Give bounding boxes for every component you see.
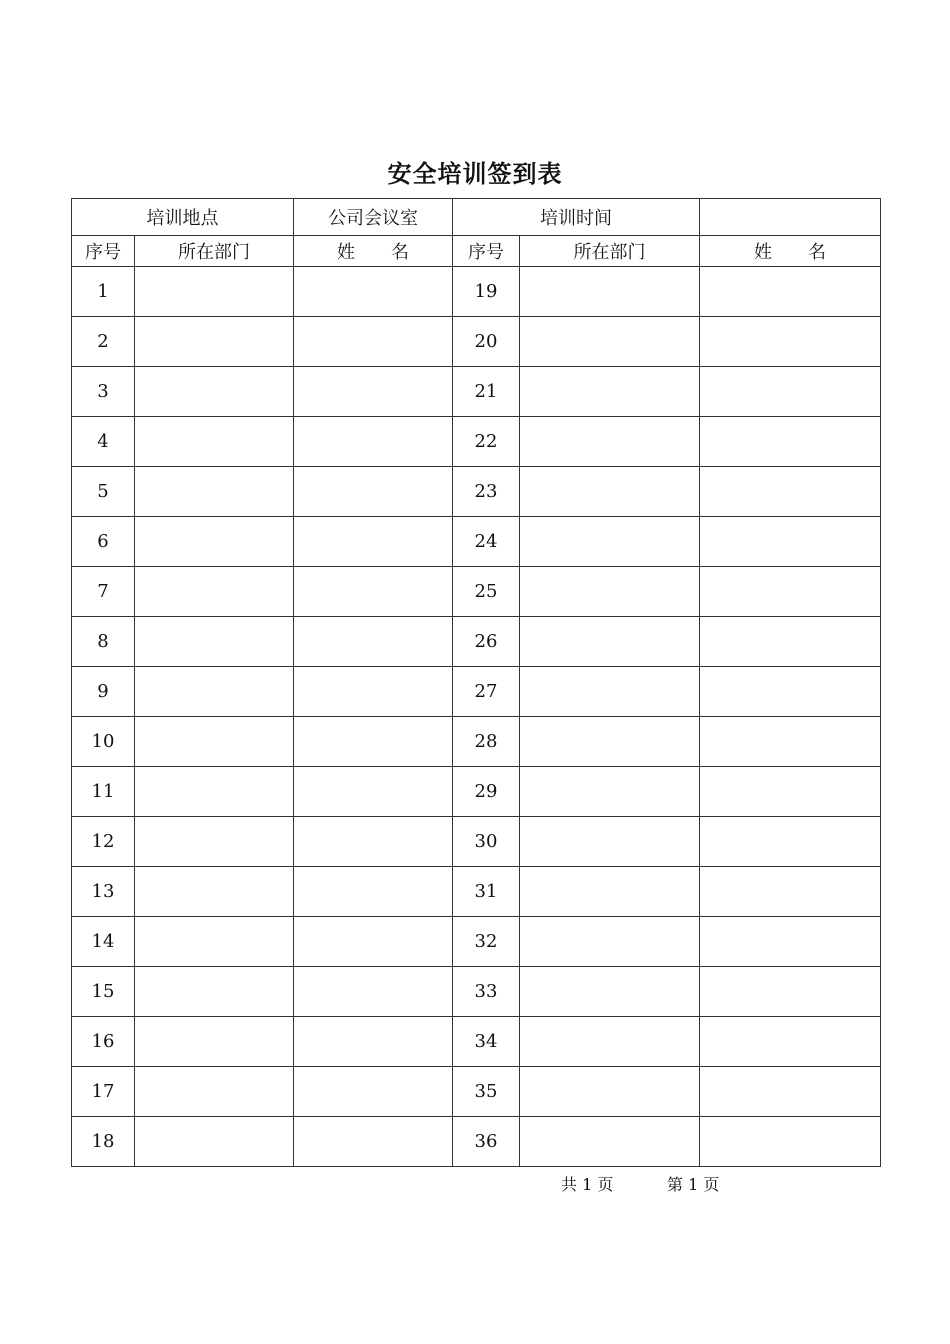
table-row bbox=[72, 1067, 881, 1117]
dept-right-cell[interactable] bbox=[520, 1017, 700, 1067]
name-right-cell[interactable] bbox=[700, 917, 881, 967]
name-right-cell[interactable] bbox=[700, 967, 881, 1017]
dept-right-cell[interactable] bbox=[520, 967, 700, 1017]
seq-left-cell: 8 bbox=[72, 617, 135, 667]
name-left-cell[interactable] bbox=[294, 967, 453, 1017]
name-right-cell[interactable] bbox=[700, 817, 881, 867]
seq-right-cell: 36 bbox=[453, 1117, 520, 1167]
header-dept-right: 所在部门 bbox=[520, 236, 700, 267]
name-right-cell[interactable] bbox=[700, 717, 881, 767]
seq-right-cell: 20 bbox=[453, 317, 520, 367]
seq-right-cell: 23 bbox=[453, 467, 520, 517]
name-right-cell[interactable] bbox=[700, 367, 881, 417]
name-left-cell[interactable] bbox=[294, 817, 453, 867]
name-left-cell[interactable] bbox=[294, 1017, 453, 1067]
name-left-cell[interactable] bbox=[294, 867, 453, 917]
header-name-right: 姓 名 bbox=[700, 236, 881, 267]
seq-left-cell: 6 bbox=[72, 517, 135, 567]
name-left-cell[interactable] bbox=[294, 467, 453, 517]
dept-left-cell[interactable] bbox=[135, 567, 294, 617]
seq-right-cell: 31 bbox=[453, 867, 520, 917]
seq-left-cell: 3 bbox=[72, 367, 135, 417]
seq-right-cell: 19 bbox=[453, 267, 520, 317]
name-right-cell[interactable] bbox=[700, 617, 881, 667]
seq-left-cell: 14 bbox=[72, 917, 135, 967]
name-left-cell[interactable] bbox=[294, 517, 453, 567]
dept-right-cell[interactable] bbox=[520, 367, 700, 417]
seq-left-cell: 18 bbox=[72, 1117, 135, 1167]
name-left-cell[interactable] bbox=[294, 667, 453, 717]
seq-right-cell: 21 bbox=[453, 367, 520, 417]
dept-left-cell[interactable] bbox=[135, 667, 294, 717]
dept-right-cell[interactable] bbox=[520, 267, 700, 317]
current-page: 第 1 页 bbox=[667, 1175, 720, 1194]
name-right-cell[interactable] bbox=[700, 1067, 881, 1117]
name-left-cell[interactable] bbox=[294, 1117, 453, 1167]
location-value[interactable]: 公司会议室 bbox=[294, 199, 453, 236]
table-row bbox=[72, 667, 881, 717]
dept-left-cell[interactable] bbox=[135, 717, 294, 767]
dept-left-cell[interactable] bbox=[135, 467, 294, 517]
info-row bbox=[72, 199, 881, 236]
name-right-cell[interactable] bbox=[700, 467, 881, 517]
name-left-cell[interactable] bbox=[294, 617, 453, 667]
seq-left-cell: 13 bbox=[72, 867, 135, 917]
seq-right-cell: 33 bbox=[453, 967, 520, 1017]
seq-left-cell: 1 bbox=[72, 267, 135, 317]
dept-left-cell[interactable] bbox=[135, 1117, 294, 1167]
name-right-cell[interactable] bbox=[700, 417, 881, 467]
name-left-cell[interactable] bbox=[294, 267, 453, 317]
time-label: 培训时间 bbox=[453, 199, 700, 236]
dept-right-cell[interactable] bbox=[520, 1067, 700, 1117]
dept-right-cell[interactable] bbox=[520, 567, 700, 617]
table-row bbox=[72, 617, 881, 667]
name-right-cell[interactable] bbox=[700, 1117, 881, 1167]
table-row bbox=[72, 417, 881, 467]
name-left-cell[interactable] bbox=[294, 1067, 453, 1117]
table-row bbox=[72, 317, 881, 367]
seq-left-cell: 7 bbox=[72, 567, 135, 617]
table-row bbox=[72, 267, 881, 317]
seq-left-cell: 5 bbox=[72, 467, 135, 517]
header-name-left: 姓 名 bbox=[294, 236, 453, 267]
dept-left-cell[interactable] bbox=[135, 817, 294, 867]
name-left-cell[interactable] bbox=[294, 367, 453, 417]
name-right-cell[interactable] bbox=[700, 1017, 881, 1067]
table-row bbox=[72, 967, 881, 1017]
dept-left-cell[interactable] bbox=[135, 767, 294, 817]
seq-right-cell: 28 bbox=[453, 717, 520, 767]
seq-left-cell: 15 bbox=[72, 967, 135, 1017]
seq-right-cell: 27 bbox=[453, 667, 520, 717]
dept-left-cell[interactable] bbox=[135, 917, 294, 967]
dept-right-cell[interactable] bbox=[520, 767, 700, 817]
header-seq-right: 序号 bbox=[453, 236, 520, 267]
location-label: 培训地点 bbox=[72, 199, 294, 236]
table-row bbox=[72, 817, 881, 867]
table-row bbox=[72, 517, 881, 567]
dept-left-cell[interactable] bbox=[135, 967, 294, 1017]
name-right-cell[interactable] bbox=[700, 667, 881, 717]
seq-right-cell: 26 bbox=[453, 617, 520, 667]
dept-left-cell[interactable] bbox=[135, 617, 294, 667]
dept-right-cell[interactable] bbox=[520, 817, 700, 867]
name-right-cell[interactable] bbox=[700, 317, 881, 367]
total-pages: 共 1 页 bbox=[561, 1175, 614, 1194]
seq-left-cell: 4 bbox=[72, 417, 135, 467]
table-row bbox=[72, 717, 881, 767]
dept-right-cell[interactable] bbox=[520, 517, 700, 567]
header-row bbox=[72, 236, 881, 267]
name-left-cell[interactable] bbox=[294, 317, 453, 367]
seq-right-cell: 25 bbox=[453, 567, 520, 617]
seq-right-cell: 34 bbox=[453, 1017, 520, 1067]
sign-in-table bbox=[71, 198, 881, 1167]
name-right-cell[interactable] bbox=[700, 267, 881, 317]
name-left-cell[interactable] bbox=[294, 567, 453, 617]
seq-left-cell: 9 bbox=[72, 667, 135, 717]
dept-left-cell[interactable] bbox=[135, 267, 294, 317]
seq-left-cell: 17 bbox=[72, 1067, 135, 1117]
dept-right-cell[interactable] bbox=[520, 1117, 700, 1167]
seq-left-cell: 10 bbox=[72, 717, 135, 767]
page-title: 安全培训签到表 bbox=[387, 159, 563, 188]
seq-right-cell: 35 bbox=[453, 1067, 520, 1117]
table-row bbox=[72, 1117, 881, 1167]
dept-left-cell[interactable] bbox=[135, 867, 294, 917]
table-row bbox=[72, 567, 881, 617]
header-dept-left: 所在部门 bbox=[135, 236, 294, 267]
dept-right-cell[interactable] bbox=[520, 917, 700, 967]
time-value[interactable] bbox=[700, 199, 881, 236]
name-right-cell[interactable] bbox=[700, 767, 881, 817]
name-left-cell[interactable] bbox=[294, 917, 453, 967]
dept-right-cell[interactable] bbox=[520, 617, 700, 667]
name-left-cell[interactable] bbox=[294, 717, 453, 767]
dept-right-cell[interactable] bbox=[520, 467, 700, 517]
name-left-cell[interactable] bbox=[294, 417, 453, 467]
dept-right-cell[interactable] bbox=[520, 717, 700, 767]
dept-right-cell[interactable] bbox=[520, 867, 700, 917]
dept-right-cell[interactable] bbox=[520, 667, 700, 717]
seq-right-cell: 22 bbox=[453, 417, 520, 467]
table-row bbox=[72, 1017, 881, 1067]
seq-left-cell: 11 bbox=[72, 767, 135, 817]
table-row bbox=[72, 917, 881, 967]
dept-right-cell[interactable] bbox=[520, 317, 700, 367]
seq-left-cell: 16 bbox=[72, 1017, 135, 1067]
dept-left-cell[interactable] bbox=[135, 1017, 294, 1067]
seq-right-cell: 32 bbox=[453, 917, 520, 967]
seq-left-cell: 12 bbox=[72, 817, 135, 867]
dept-left-cell[interactable] bbox=[135, 367, 294, 417]
table-row bbox=[72, 367, 881, 417]
seq-left-cell: 2 bbox=[72, 317, 135, 367]
name-right-cell[interactable] bbox=[700, 567, 881, 617]
dept-left-cell[interactable] bbox=[135, 317, 294, 367]
name-right-cell[interactable] bbox=[700, 867, 881, 917]
dept-left-cell[interactable] bbox=[135, 517, 294, 567]
dept-left-cell[interactable] bbox=[135, 1067, 294, 1117]
seq-right-cell: 24 bbox=[453, 517, 520, 567]
seq-right-cell: 29 bbox=[453, 767, 520, 817]
name-left-cell[interactable] bbox=[294, 767, 453, 817]
table-row bbox=[72, 867, 881, 917]
seq-right-cell: 30 bbox=[453, 817, 520, 867]
name-right-cell[interactable] bbox=[700, 517, 881, 567]
table-row bbox=[72, 467, 881, 517]
dept-left-cell[interactable] bbox=[135, 417, 294, 467]
header-seq-left: 序号 bbox=[72, 236, 135, 267]
table-row bbox=[72, 767, 881, 817]
dept-right-cell[interactable] bbox=[520, 417, 700, 467]
